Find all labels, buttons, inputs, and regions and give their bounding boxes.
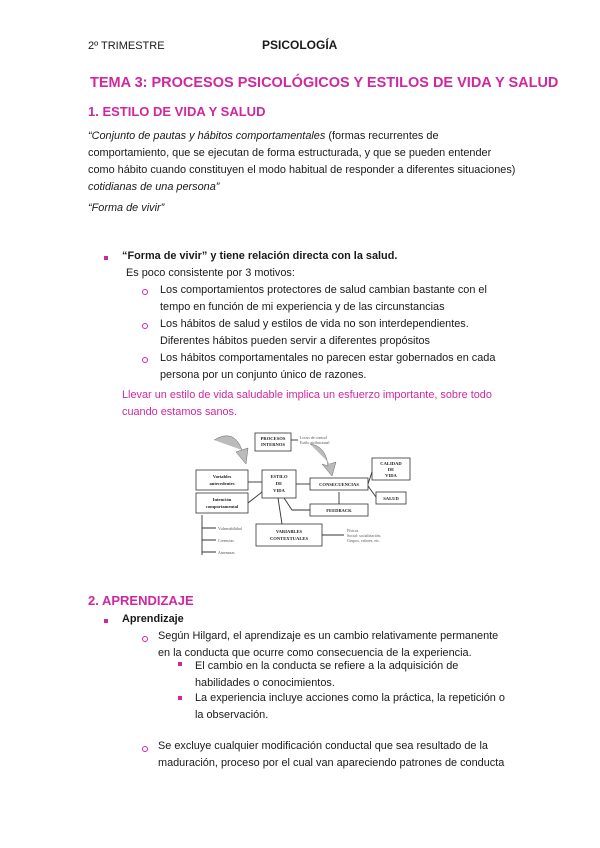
diagram-label: comportamental: [205, 504, 239, 509]
sub-item: El cambio en la conducta se refiere a la adquisición de habilidades o conocimientos.: [195, 660, 459, 689]
definition-hilgard: Según Hilgard, el aprendizaje es un cambio relativamente permanente en la conducta que ocurre como consecuencia de la experiencia.: [158, 630, 499, 659]
diagram-label: CALIDAD: [380, 461, 402, 466]
square-bullet-icon: [178, 662, 182, 666]
short-quote: “Forma de vivir”: [88, 202, 165, 214]
diagram-label: DE: [387, 467, 395, 472]
quote-rest: (formas recurrentes de comportamiento, que se ejecutan de forma estructurada, y que se pueden entender como hábito cuando constituyen el modo habitual de responder a diferentes situaciones): [88, 130, 516, 176]
circle-bullet-icon: [142, 746, 148, 752]
diagram-label: ESTILO: [270, 474, 288, 479]
circle-bullet-icon: [142, 636, 148, 642]
header-subject: PSICOLOGÍA: [262, 38, 338, 52]
exclusion-note: Se excluye cualquier modificación conductal que sea resultado de la maduración, proceso por el cual van apareciendo patrones de conducta: [158, 740, 505, 769]
definition-paragraph: [88, 128, 518, 196]
section1-heading: 1. ESTILO DE VIDA Y SALUD: [88, 104, 266, 119]
diagram-note: Social: socialización,: [347, 533, 381, 538]
diagram-label: VIDA: [385, 473, 397, 478]
box-variables: [196, 470, 248, 490]
diagram-label: DE: [275, 481, 283, 486]
diagram-label: PROCESOS: [260, 436, 286, 441]
highlight-note: Llevar un estilo de vida saludable implica un esfuerzo importante, sobre todo cuando estamos sanos.: [122, 389, 492, 418]
circle-bullet-icon: [142, 323, 148, 329]
arrow: [278, 498, 282, 524]
circle-bullet-icon: [142, 357, 148, 363]
square-bullet-icon: [104, 256, 108, 260]
diagram-label: SALUD: [383, 496, 399, 501]
diagram-note: Físicos: [347, 528, 359, 533]
bullet-subtext: Es poco consistente por 3 motivos:: [126, 267, 295, 279]
diagram-label: CONTEXTUALES: [269, 536, 309, 541]
arrow: [368, 472, 372, 484]
curved-arrow-icon: [214, 436, 248, 464]
diagram-label: VARIABLES: [275, 529, 303, 534]
arrow: [202, 528, 216, 552]
diagram-note: Estilo atribucional: [300, 440, 330, 445]
circle-bullet-icon: [142, 289, 148, 295]
diagram-note: Amenazas: [218, 550, 235, 555]
square-bullet-icon: [104, 619, 108, 623]
page-title: TEMA 3: PROCESOS PSICOLÓGICOS Y ESTILOS DE VIDA Y SALUD: [90, 75, 559, 91]
box-intencion: [196, 493, 248, 513]
header-term: 2º TRIMESTRE: [88, 40, 165, 52]
reason-item: Los comportamientos protectores de salud cambian bastante con el tempo en función de mi experiencia y de las circunstancias: [160, 284, 487, 313]
box-contextuales: [256, 524, 322, 546]
arrow: [368, 486, 376, 497]
diagram-label: FEEDBACK: [326, 508, 352, 513]
lifestyle-diagram: [192, 430, 417, 560]
curved-arrow-icon: [310, 444, 336, 476]
arrow: [284, 498, 310, 510]
diagram-label: Variables: [212, 474, 232, 479]
reason-item: Los hábitos de salud y estilos de vida no son interdependientes. Diferentes hábitos pueden servir a diferentes propósitos: [160, 318, 469, 347]
diagram-label: Intención: [212, 497, 232, 502]
square-bullet-icon: [178, 696, 182, 700]
reason-item: Los hábitos comportamentales no parecen estar gobernados en cada persona por un conjunto único de razones.: [160, 352, 496, 381]
diagram-label: INTERNOS: [261, 442, 285, 447]
diagram-note: Creencias: [218, 538, 234, 543]
arrow: [248, 492, 262, 503]
diagram-note: Vulnerabilidad: [218, 526, 242, 531]
diagram-label: VIDA: [273, 488, 285, 493]
quote-end: cotidianas de una persona”: [88, 181, 220, 193]
sub-item: La experiencia incluye acciones como la práctica, la repetición o la observación.: [195, 692, 505, 721]
diagram-label: antecedentes: [209, 481, 235, 486]
bullet-aprendizaje: Aprendizaje: [122, 613, 184, 625]
diagram-note: Grupos, valores, etc.: [347, 538, 380, 543]
diagram-note: Locus de control: [300, 435, 327, 440]
bullet-forma-vivir: “Forma de vivir” y tiene relación directa con la salud.: [122, 250, 398, 262]
quote-italic: “Conjunto de pautas y hábitos comportamentales: [88, 130, 326, 142]
diagram-label: CONSECUENCIAS: [319, 482, 359, 487]
section2-heading: 2. APRENDIZAJE: [88, 593, 194, 608]
